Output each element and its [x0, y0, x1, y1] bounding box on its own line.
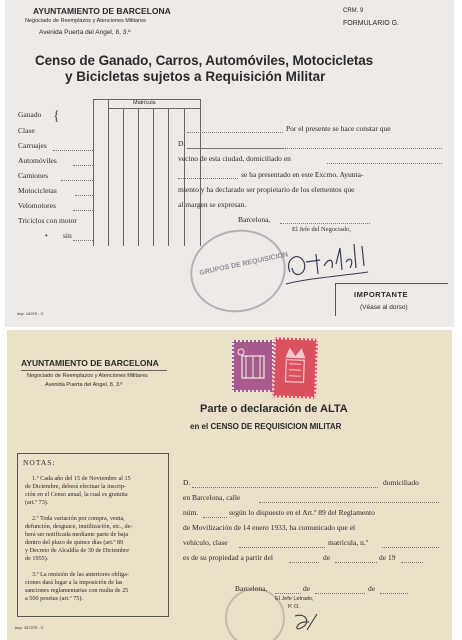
declaration-line1: Por el presente se hace constar que: [286, 124, 391, 133]
row-triciclos: Triciclos con motor: [18, 216, 77, 225]
domiciliado-label: domiciliado: [383, 478, 419, 487]
signer-title-bottom: El Jefe Letrado,: [275, 596, 314, 602]
stamp-crown-icon: [274, 339, 316, 396]
note1-line2: de Diciembre, deberá efectuar la inscrip-: [25, 483, 127, 490]
number-label: núm.: [183, 508, 199, 517]
row-sin: sin: [63, 231, 72, 240]
form-title-line2: y Bicicletas sujetos a Requisición Militar: [65, 69, 326, 84]
vehicle-class-label: vehículo, clase: [183, 538, 228, 547]
plate-label: matrícula, n.º: [328, 538, 369, 547]
address: Avenida Puerta del Angel, 8, 3.º: [39, 29, 131, 36]
ownership-text: es de su propiedad a partir del: [183, 553, 273, 562]
declaration-line5: al margen se expresan.: [178, 200, 247, 209]
place-label: Barcelona,: [238, 215, 271, 224]
row-automoviles: Automóviles: [18, 156, 57, 165]
census-form-top: [5, 0, 454, 327]
org-name-bottom: AYUNTAMIENTO DE BARCELONA: [21, 358, 159, 368]
date-de-2: de: [368, 584, 376, 593]
note3-line1: 3.º La omisión de las anteriores obliga-: [32, 571, 129, 578]
note2-line3: berá ser notificada mediante parte de baja: [25, 531, 129, 538]
note1-line4: (art.º 73).: [25, 499, 49, 506]
note2-line5: y Decreto de Alcaldía de 30 de Diciembre: [25, 547, 129, 554]
handwritten-initial: [287, 608, 327, 636]
org-name: AYUNTAMIENTO DE BARCELONA: [33, 6, 171, 16]
round-stamp-bottom: [225, 588, 285, 640]
note2-line2: defunción, desguace, inutilización, etc., de-: [25, 523, 133, 530]
mobilization-text: de Movilización de 14 enero 1933, ha comunicado que el: [183, 523, 356, 532]
important-label: IMPORTANTE: [354, 290, 409, 299]
place-label-bottom: Barcelona,: [235, 584, 268, 593]
address-bottom: Avenida Puerta del Angel, 8, 3.º: [45, 382, 123, 388]
street-label: en Barcelona, calle: [183, 493, 241, 502]
date-de-1: de: [303, 584, 311, 593]
declaration-subheading: en el CENSO DE REQUISICION MILITAR: [190, 422, 342, 431]
form-title-line1: Censo de Ganado, Carros, Automóviles, Motocicletas: [35, 53, 374, 68]
declaration-line4: miento y ha declarado ser propietario de los elementos que: [178, 185, 355, 194]
stamp-emblem-icon: [234, 342, 272, 390]
note2-line4: dentro del plazo de quince días (art.º 89: [25, 539, 124, 546]
note2-line6: de 1955).: [25, 555, 49, 562]
important-box: [335, 283, 448, 316]
ownership-year: de 19: [379, 553, 396, 562]
department-bottom: Negociado de Reemplazos y Atenciones Militares: [27, 373, 148, 379]
bullet-dot: •: [45, 231, 48, 240]
print-reference-top: Imp. 14979 - C: [17, 311, 44, 316]
see-back-note: (Véase al dorso): [360, 304, 408, 311]
note1-line1: 1.º Cada año del 15 de Noviembre al 15: [32, 475, 131, 482]
table-header-matricula: Matrícula: [133, 100, 156, 106]
bracket: {: [53, 109, 60, 124]
row-velomotores: Velomotores: [18, 201, 56, 210]
line-d-label: D.: [183, 478, 191, 487]
row-clase: Clase: [18, 126, 35, 135]
declaration-line3: se ha presentado en este Excmo. Ayunta-: [241, 170, 364, 179]
declaration-heading: Parte o declaración de ALTA: [200, 403, 348, 415]
row-ganado: Ganado: [18, 110, 42, 119]
department: Negociado de Reemplazos y Atenciones Militares: [25, 18, 146, 24]
row-motocicletas: Motocicletas: [18, 186, 57, 195]
declaration-line2: vecino de esta ciudad, domiciliado en: [178, 154, 291, 163]
row-camiones: Camiones: [18, 171, 48, 180]
revenue-stamp-purple: [232, 340, 274, 392]
signer-title: El Jefe del Negociado,: [292, 226, 351, 233]
form-number: FORMULARIO G.: [343, 20, 400, 27]
notes-box: [17, 453, 169, 617]
revenue-stamp-red: [272, 337, 318, 398]
ownership-de: de: [323, 553, 331, 562]
note3-line4: a 500 pesetas (art.º 75).: [25, 595, 83, 602]
registration-form-bottom: [7, 330, 452, 640]
form-code: CRM. 9: [343, 8, 364, 14]
row-carruajes: Carruajes: [18, 141, 47, 150]
note3-line3: sanciones reglamentarias con multa de 25: [25, 587, 129, 594]
stamp-text: GRUPOS DE REQUISICION: [198, 251, 289, 277]
notes-title: NOTAS:: [23, 458, 56, 467]
note3-line2: ciones dará lugar a la imposición de las: [25, 579, 123, 586]
print-reference-bottom: Imp. 187279 - C: [15, 625, 44, 630]
signer-po: P. O.: [288, 604, 300, 610]
regulation-text: según lo dispuesto en el Art.º 89 del Reglamento: [229, 508, 375, 517]
d-label: D.: [178, 139, 186, 148]
note2-line1: 2.º Toda variación por compra, venta,: [32, 515, 125, 522]
note1-line3: ción en el Censo anual, la cual es gratuita: [25, 491, 128, 498]
